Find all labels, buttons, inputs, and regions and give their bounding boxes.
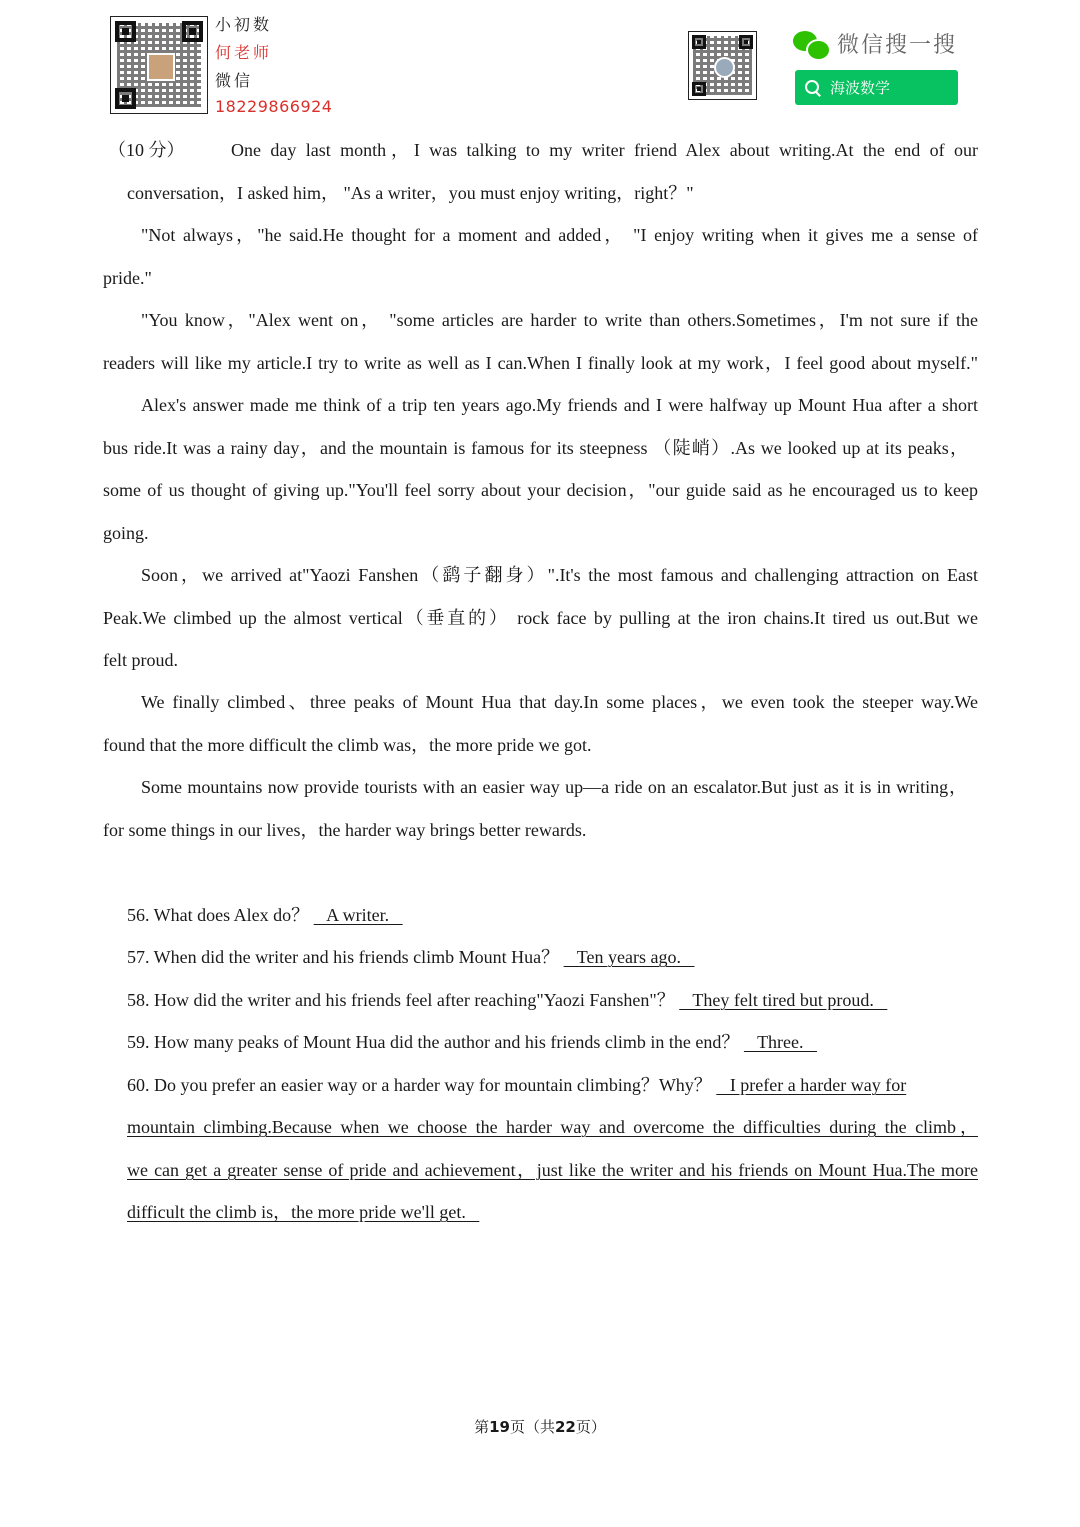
passage-line: pride." <box>103 268 152 288</box>
question-60 <box>127 1073 906 1097</box>
answer-text: They felt tired but proud. <box>679 990 888 1010</box>
search-button[interactable] <box>795 70 958 105</box>
passage-line: conversation，I asked him， "As a writer，you must enjoy writing，right？" <box>127 183 694 203</box>
page-number: 19 <box>489 1418 510 1436</box>
passage-line: bus ride.It was a rainy day，and the mountain is famous for its steepness （陡峭）.As we looked up at its peaks， <box>103 438 968 458</box>
passage-line: Peak.We climbed up the almost vertical（垂直的） rock face by pulling at the iron chains.It tired us out.But we <box>103 608 978 628</box>
passage-line: for some things in our lives，the harder way brings better rewards. <box>103 820 587 840</box>
passage-line: Some mountains now provide tourists with an easier way up—a ride on an escalator.But just as it is in writing， <box>141 777 967 797</box>
question-text: 59. How many peaks of Mount Hua did the author and his friends climb in the end？ <box>127 1032 740 1052</box>
passage-line: One day last month，I was talking to my writer friend Alex about writing.At the end of our <box>231 140 978 160</box>
page-footer <box>0 1416 1080 1437</box>
qr-code-right <box>688 31 757 100</box>
answer-continuation: we can get a greater sense of pride and achievement，just like the writer and his friends on Mount Hua.The more <box>127 1160 978 1180</box>
answer-text: Three. <box>743 1032 818 1052</box>
passage-line: We finally climbed、three peaks of Mount Hua that day.In some places，we even took the steeper way.We <box>141 692 978 712</box>
score-label: （10 分） <box>108 140 185 160</box>
avatar <box>147 53 175 81</box>
question-text: 58. How did the writer and his friends feel after reaching"Yaozi Fanshen"？ <box>127 990 675 1010</box>
promo-line-2: 何老师 <box>215 43 273 62</box>
passage-line: some of us thought of giving up."You'll feel sorry about your decision，"our guide said as he encouraged us to keep <box>103 480 978 500</box>
question-text: 57. When did the writer and his friends climb Mount Hua？ <box>127 947 560 967</box>
answer-continuation: difficult the climb is，the more pride we'll get. <box>127 1202 480 1222</box>
footer-mid: 页（共 <box>509 1418 555 1436</box>
promo-line-3: 微信 <box>215 71 254 90</box>
passage-line: "You know，"Alex went on， "some articles are harder to write than others.Sometimes，I'm not sure if the <box>141 310 978 330</box>
passage-line: going. <box>103 523 149 543</box>
promo-line-1: 小初数 <box>215 15 273 34</box>
question-text: 60. Do you prefer an easier way or a harder way for mountain climbing？Why？ <box>127 1075 712 1095</box>
question-59 <box>127 1030 817 1054</box>
answer-text: A writer. <box>313 905 403 925</box>
passage-line: felt proud. <box>103 650 178 670</box>
question-58 <box>127 988 887 1012</box>
footer-prefix: 第 <box>474 1418 490 1436</box>
question-56 <box>127 903 403 927</box>
answer-continuation: mountain climbing.Because when we choose the harder way and overcome the difficulties during the climb， <box>127 1117 978 1137</box>
answer-text: Ten years ago. <box>563 947 695 967</box>
qr-code-left <box>110 16 208 114</box>
passage-line: found that the more difficult the climb was，the more pride we got. <box>103 735 592 755</box>
passage-line: "Not always，"he said.He thought for a moment and added， "I enjoy writing when it gives me a sense of <box>141 225 978 245</box>
wechat-title: 微信搜一搜 <box>837 33 958 58</box>
search-label: 海波数学 <box>830 79 891 97</box>
question-text: 56. What does Alex do？ <box>127 905 310 925</box>
wechat-icon <box>793 29 829 59</box>
footer-suffix: 页） <box>575 1418 606 1436</box>
page-total: 22 <box>555 1418 576 1436</box>
search-icon <box>804 79 822 97</box>
passage-line: Soon，we arrived at"Yaozi Fanshen（鹞子翻身）".It's the most famous and challenging attraction on East <box>141 565 978 585</box>
question-57 <box>127 945 694 969</box>
answer-text: I prefer a harder way for <box>716 1075 907 1095</box>
wechat-search-brand <box>793 28 957 59</box>
promo-phone: 18229866924 <box>215 97 333 116</box>
passage-line: Alex's answer made me think of a trip ten years ago.My friends and I were halfway up Mount Hua after a short <box>141 395 978 415</box>
passage-line: readers will like my article.I try to write as well as I can.When I finally look at my work，I feel good about myself." <box>103 353 978 373</box>
